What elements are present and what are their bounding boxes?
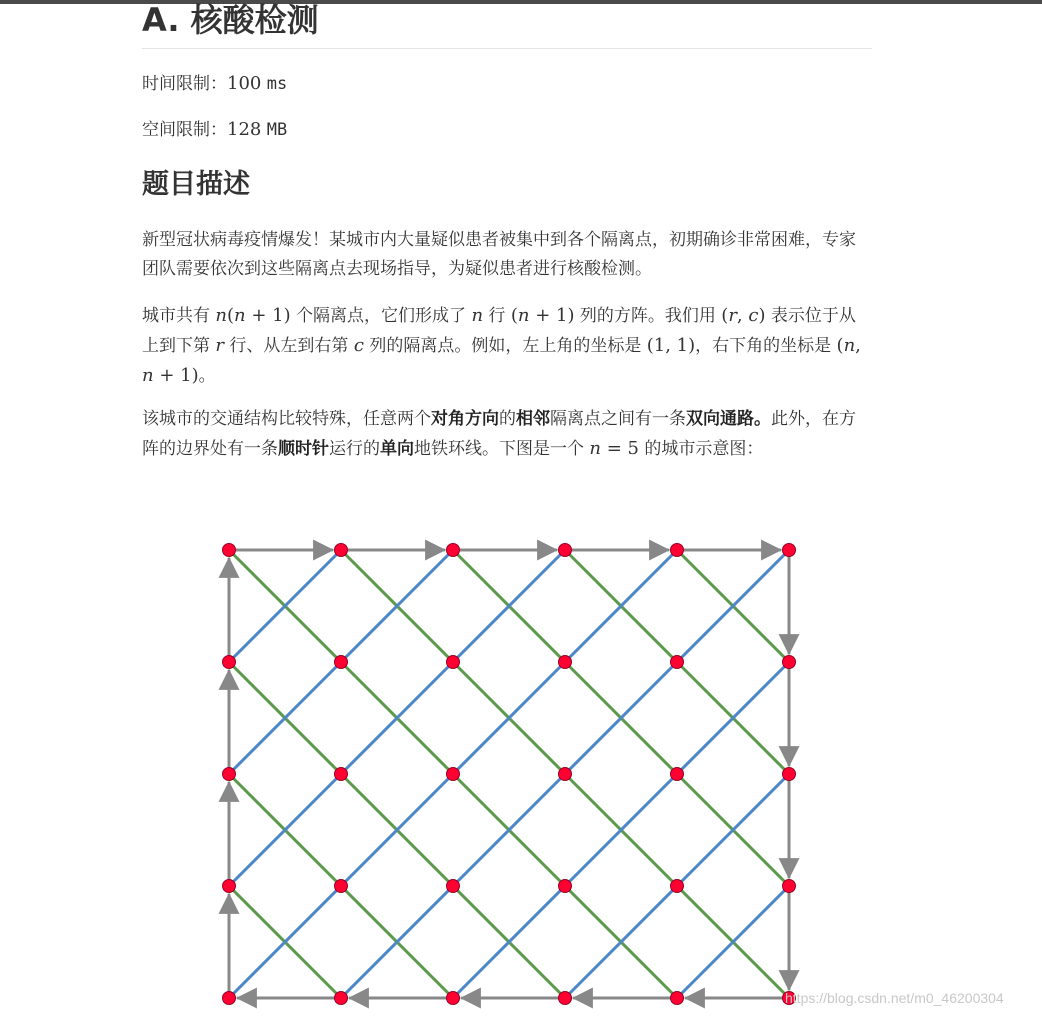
p2-text: 列的方阵。我们用 (574, 306, 722, 326)
isolation-point-node (447, 656, 460, 669)
isolation-point-node (335, 768, 348, 781)
p3-bold: 单向 (380, 439, 414, 459)
isolation-point-node (335, 656, 348, 669)
isolation-point-node (671, 768, 684, 781)
p2-math: c (353, 335, 364, 356)
p3-text: 的城市示意图： (638, 439, 764, 459)
memory-limit-value: 128 (227, 119, 262, 140)
isolation-point-node (335, 880, 348, 893)
p2-math: n(n + 1) (215, 305, 291, 326)
time-limit-label: 时间限制： (142, 74, 227, 94)
isolation-point-node (671, 544, 684, 557)
isolation-point-node (447, 544, 460, 557)
p3-math: n = 5 (589, 438, 639, 459)
isolation-point-node (559, 768, 572, 781)
p2-text: 。 (198, 366, 216, 386)
isolation-point-node (223, 656, 236, 669)
isolation-point-node (447, 992, 460, 1005)
isolation-point-node (559, 656, 572, 669)
p2-text: 行、从左到右第 (224, 336, 354, 356)
isolation-point-node (783, 880, 796, 893)
p3-text: 此外，在方阵的边界处有一条 (142, 409, 856, 459)
problem-title: A. 核酸检测 (142, 0, 872, 49)
p2-math: r (215, 335, 225, 356)
isolation-point-node (223, 880, 236, 893)
isolation-point-node (671, 992, 684, 1005)
isolation-point-node (559, 992, 572, 1005)
isolation-point-node (223, 544, 236, 557)
p2-text: 列的隔离点。例如，左上角的坐标是 (363, 336, 647, 356)
p3-bold: 。 (754, 409, 771, 429)
paragraph-1: 新型冠状病毒疫情爆发！某城市内大量疑似患者被集中到各个隔离点，初期确诊非常困难，专家团队需要依次到这些隔离点去现场指导，为疑似患者进行核酸检测。 (142, 230, 856, 279)
time-limit-unit: ms (266, 74, 288, 94)
watermark: https://blog.csdn.net/m0_46200304 (785, 990, 1004, 1006)
section-heading-description: 题目描述 (142, 169, 250, 200)
p2-math: (1, 1) (646, 335, 696, 356)
p2-math: (n + 1) (510, 305, 575, 326)
isolation-point-node (783, 544, 796, 557)
p3-bold: 对角方向 (431, 409, 499, 429)
p3-text: 该城市的交通结构比较特殊，任意两个 (142, 409, 431, 429)
p3-text: 运行的 (329, 439, 380, 459)
isolation-point-node (447, 880, 460, 893)
p2-text: ，右下角的坐标是 (695, 336, 837, 356)
isolation-point-node (671, 656, 684, 669)
memory-limit-unit: MB (266, 120, 288, 140)
isolation-point-node (223, 992, 236, 1005)
memory-limit-label: 空间限制： (142, 120, 227, 140)
p3-bold: 顺时针 (278, 439, 329, 459)
p3-bold: 相邻 (516, 409, 550, 429)
isolation-point-node (783, 768, 796, 781)
p2-math: (r, c) (721, 305, 766, 326)
p2-text: 城市共有 (142, 306, 216, 326)
p2-math: n (471, 305, 484, 326)
time-limit-value: 100 (227, 73, 262, 94)
isolation-point-node (335, 544, 348, 557)
isolation-point-node (559, 544, 572, 557)
p3-text: 地铁环线。下图是一个 (414, 439, 590, 459)
p3-text: 的 (499, 409, 516, 429)
p2-math: (n, n + 1) (142, 335, 861, 386)
isolation-point-node (671, 880, 684, 893)
p2-text: 表示位于从上到下第 (142, 306, 856, 356)
p3-text: 隔离点之间有一条 (550, 409, 686, 429)
isolation-point-node (783, 656, 796, 669)
isolation-point-node (447, 768, 460, 781)
isolation-point-node (223, 768, 236, 781)
isolation-point-node (335, 992, 348, 1005)
p2-text: 个隔离点，它们形成了 (290, 306, 472, 326)
p3-bold: 双向通路 (686, 409, 754, 429)
p2-text: 行 (483, 306, 511, 326)
isolation-point-node (559, 880, 572, 893)
